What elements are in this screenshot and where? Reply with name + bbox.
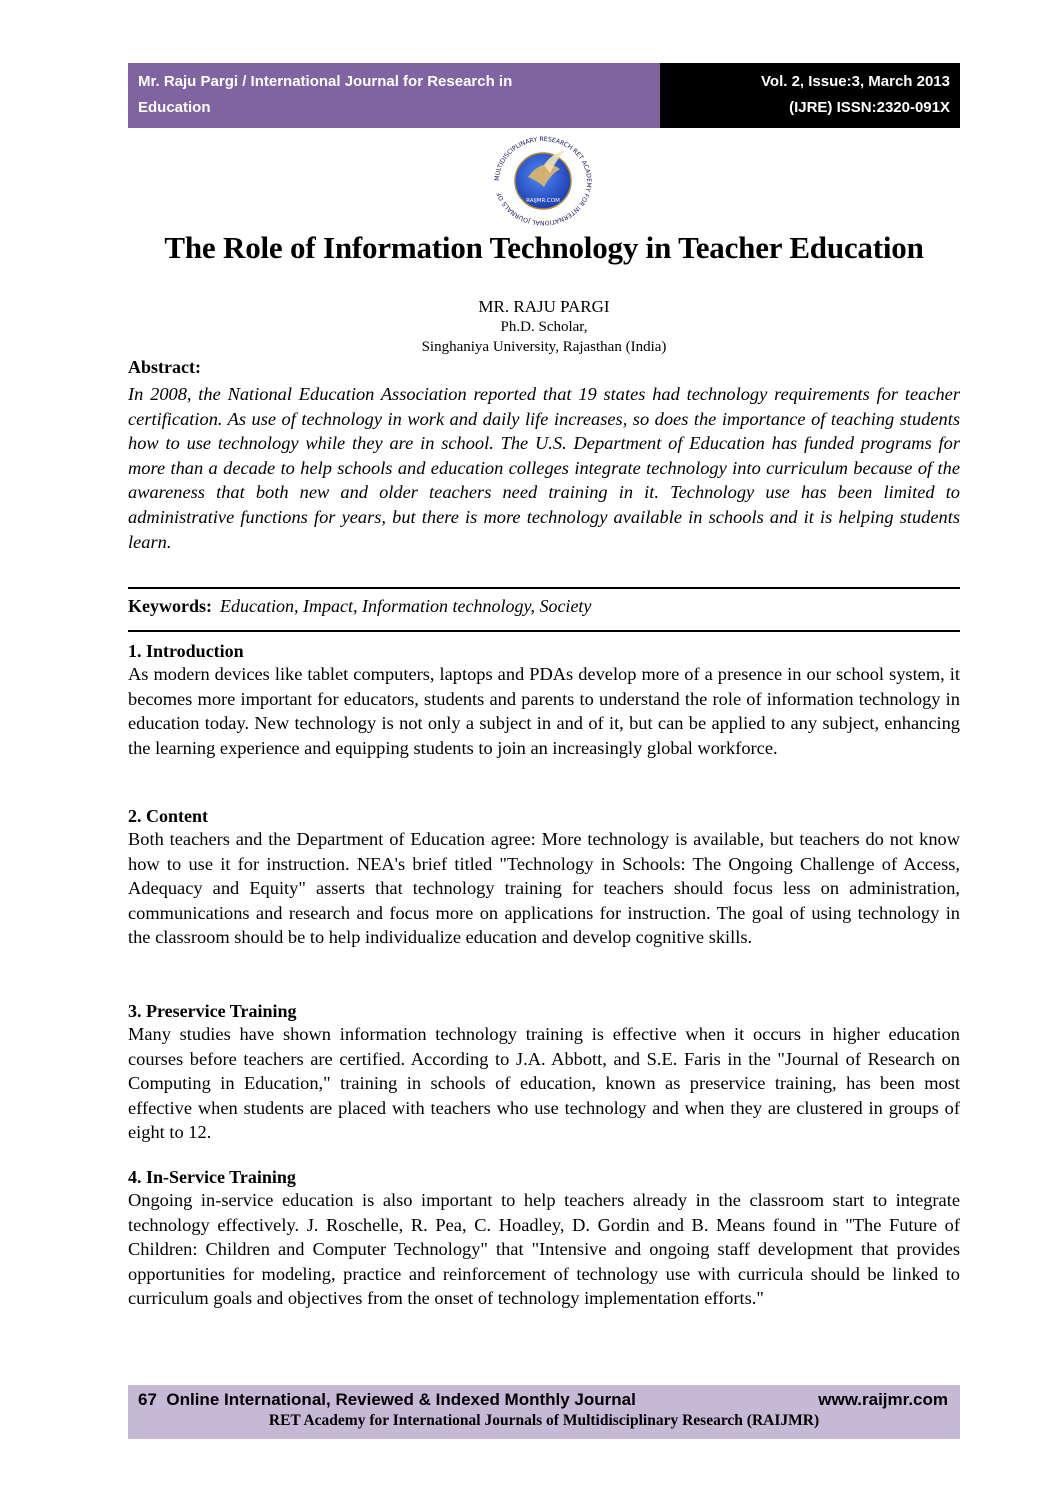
section-body: Both teachers and the Department of Education agree: More technology is available, but teachers do not know how to use it for instruction. NEA's brief titled "Technology in Schools: The Ongoing Challenge of Access, Adequacy and Equity" asserts that technology training for teachers should focus less on administration, communications and research and focus more on applications for instruction. The goal of using technology in the classroom should be to help individualize education and develop cognitive skills. [128, 829, 960, 948]
footer-tagline-group [138, 1389, 636, 1411]
section-body: Many studies have shown information technology training is effective when it occurs in higher education courses before teachers are certified. According to J.A. Abbott, and S.E. Faris in the "Journal of Research on Computing in Education," training in schools of education, known as preservice training, has been most effective when students are placed with teachers who use technology and when they are clustered in groups of eight to 12. [128, 1024, 960, 1143]
section-content [128, 805, 960, 950]
header-citation [128, 63, 660, 128]
abstract-text: In 2008, the National Education Association reported that 19 states had technology requirements for teacher certification. As use of technology in work and daily life increases, so does the importance of teaching students how to use technology while they are in school. The U.S. Department of Education has funded programs for more than a decade to help schools and education colleges integrate technology into curriculum because of the awareness that both new and older teachers need training in it. Technology use has been limited to administrative functions for years, but there is more technology available in schools and it is helping students learn. [128, 384, 960, 552]
keywords-text: Education, Impact, Information technology, Society [220, 596, 592, 616]
footer-tagline: Online International, Reviewed & Indexed Monthly Journal [166, 1390, 636, 1409]
divider [128, 630, 960, 632]
footer-publisher: RET Academy for International Journals of Multidisciplinary Research (RAIJMR) [268, 1412, 820, 1429]
logo-ring-text: MULTIDISCIPLINARY RESEARCH RET ACADEMY FOR INTERNATIONAL JOURNALS OF [493, 135, 593, 227]
section-heading: 3. Preservice Training [128, 1001, 297, 1021]
journal-logo-icon [486, 135, 600, 231]
section-preservice-training [128, 1000, 960, 1145]
section-heading: 4. In-Service Training [128, 1167, 296, 1187]
logo-center-text: RAIJMR.COM [526, 198, 560, 204]
footer-website-link[interactable]: www.raijmr.com [818, 1390, 948, 1409]
footer-top-row [128, 1385, 960, 1411]
header-volume-line1: Vol. 2, Issue:3, March 2013 [761, 73, 950, 90]
journal-logo [486, 135, 600, 231]
section-introduction [128, 640, 960, 760]
keywords-label: Keywords: [128, 596, 212, 616]
header-volume-info [660, 63, 960, 128]
section-heading: 1. Introduction [128, 641, 244, 661]
header-citation-line2: Education [138, 99, 211, 116]
author-affiliation: Singhaniya University, Rajasthan (India) [421, 339, 667, 355]
author-position: Ph.D. Scholar, [500, 319, 588, 335]
author-block [128, 297, 960, 357]
abstract-heading: Abstract: [128, 357, 201, 377]
page-number: 67 [138, 1390, 157, 1409]
author-name: MR. RAJU PARGI [478, 297, 610, 316]
keywords [128, 596, 960, 617]
journal-header [128, 63, 960, 128]
section-body: As modern devices like tablet computers, laptops and PDAs develop more of a presence in our school system, it becomes more important for educators, students and parents to understand the role of information technology in education today. New technology is not only a subject in and of it, but can be applied to any subject, enhancing the learning experience and equipping students to join an increasingly global workforce. [128, 664, 960, 758]
journal-footer [128, 1385, 960, 1439]
section-body: Ongoing in-service education is also important to help teachers already in the classroom start to integrate technology effectively. J. Roschelle, R. Pea, C. Hoadley, D. Gordin and B. Means found in "The Future of Children: Children and Computer Technology" that "Intensive and ongoing staff development that provides opportunities for modeling, practice and reinforcement of technology use with curricula should be linked to curriculum goals and objectives from the onset of technology implementation efforts." [128, 1190, 960, 1309]
section-in-service-training [128, 1166, 960, 1311]
header-citation-line1: Mr. Raju Pargi / International Journal for Research in [138, 73, 513, 90]
paper-title: The Role of Information Technology in Teacher Education [164, 230, 924, 265]
header-volume-line2: (IJRE) ISSN:2320-091X [789, 99, 950, 116]
divider [128, 587, 960, 589]
section-heading: 2. Content [128, 806, 208, 826]
